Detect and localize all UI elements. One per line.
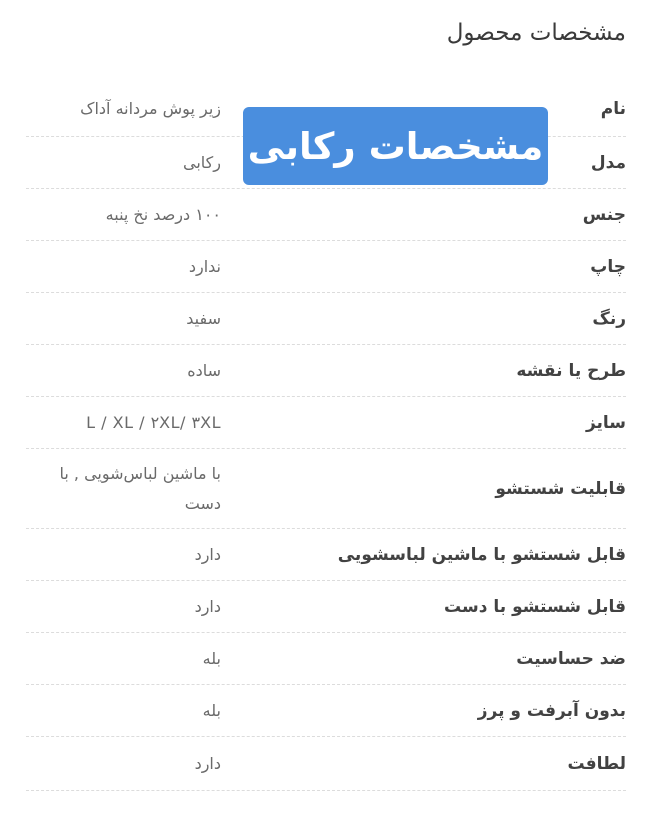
spec-label: جنس (582, 204, 626, 225)
spec-value: L / XL / ۲XL/ ۳XL (86, 412, 221, 432)
spec-row-material (26, 189, 626, 241)
spec-value: با ماشین لباس‌شویی , با دست (59, 463, 221, 513)
spec-value: دارد (194, 596, 221, 616)
overlay-banner: مشخصات رکابی (243, 107, 548, 185)
spec-label: قابل شستشو با دست (444, 596, 626, 617)
spec-value: بله (202, 700, 221, 720)
spec-label: چاپ (590, 256, 626, 277)
spec-row-size (26, 397, 626, 449)
spec-label: سایز (585, 412, 626, 433)
spec-label: بدون آبرفت و پرز (477, 700, 626, 721)
spec-label: نام (600, 99, 626, 119)
spec-label: رنگ (592, 308, 626, 329)
spec-row-hand-wash (26, 581, 626, 633)
spec-list (26, 82, 626, 791)
spec-value: دارد (194, 753, 221, 773)
spec-value: ۱۰۰ درصد نخ پنبه (105, 204, 221, 224)
spec-value: رکابی (182, 152, 221, 172)
spec-value: سفید (186, 308, 221, 328)
spec-row-pattern (26, 345, 626, 397)
spec-label: قابل شستشو با ماشین لباسشویی (337, 544, 626, 565)
spec-label: لطافت (567, 753, 626, 774)
spec-label: طرح یا نقشه (516, 360, 626, 381)
spec-value: ساده (187, 360, 221, 380)
spec-row-anti-allergy (26, 633, 626, 685)
spec-row-softness (26, 737, 626, 791)
spec-row-color (26, 293, 626, 345)
spec-value: ندارد (188, 256, 221, 276)
spec-label: مدل (590, 152, 626, 173)
spec-value: بله (202, 648, 221, 668)
spec-row-no-shrink (26, 685, 626, 737)
spec-row-print (26, 241, 626, 293)
spec-row-washability (26, 449, 626, 529)
spec-value: دارد (194, 544, 221, 564)
spec-label: قابلیت شستشو (495, 478, 626, 499)
spec-label: ضد حساسیت (516, 648, 626, 669)
page-title: مشخصات محصول (446, 20, 626, 46)
spec-row-machine-wash (26, 529, 626, 581)
spec-value: زیر پوش مردانه آداک (80, 99, 221, 118)
